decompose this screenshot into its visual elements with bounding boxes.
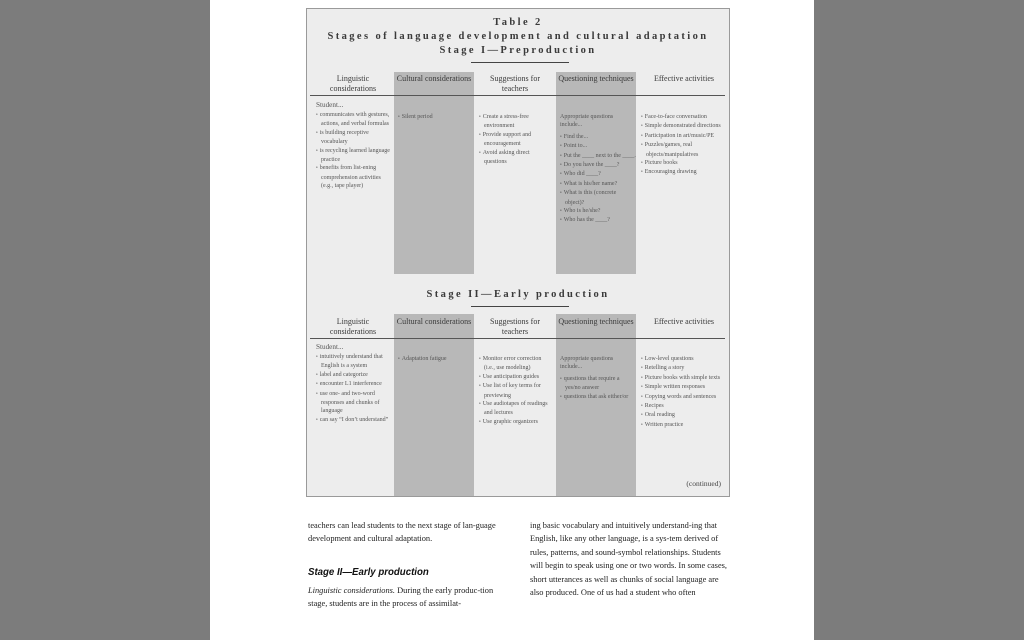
stage2-cultural bbox=[398, 355, 472, 364]
list-item: • Retelling a story bbox=[641, 364, 725, 373]
list-item: • Use audiotapes of readings and lectures bbox=[479, 400, 553, 418]
list-item: • What is this (concrete object)? bbox=[560, 189, 636, 207]
list-item: • can say “I don’t understand” bbox=[316, 416, 394, 425]
student-lead: Student... bbox=[316, 101, 344, 109]
questions-lead: Appropriate questions include... bbox=[560, 356, 614, 371]
list-item: • intuitively understand that English is a system bbox=[316, 353, 394, 371]
shade-cultural-stage2 bbox=[394, 314, 474, 497]
document-page bbox=[210, 0, 814, 640]
list-item: • Silent period bbox=[398, 113, 472, 122]
list-item: • Face-to-face conversation bbox=[641, 113, 725, 122]
list-item: • Puzzles/games, real objects/manipulatives bbox=[641, 141, 725, 159]
list-item: • Point to... bbox=[560, 142, 636, 151]
list-item: • Oral reading bbox=[641, 411, 725, 420]
stage1-questioning bbox=[560, 113, 636, 226]
stage1-suggestions bbox=[479, 113, 553, 166]
list-item: • Use graphic organizers bbox=[479, 418, 553, 427]
stage2-linguistic bbox=[316, 343, 394, 425]
header-cultural-1: Cultural considerations bbox=[396, 74, 472, 83]
list-item: • benefits from list-ening comprehension activities (e.g., tape player) bbox=[316, 164, 394, 190]
list-item: • Participation in art/music/PE bbox=[641, 132, 725, 141]
list-item: • Who is he/she? bbox=[560, 207, 636, 216]
questions-lead: Appropriate questions include... bbox=[560, 114, 614, 129]
list-item: • Monitor error correction (i.e., use modeling) bbox=[479, 355, 553, 373]
list-item: • Use anticipation guides bbox=[479, 373, 553, 382]
header-activities-1: Effective activities bbox=[653, 74, 715, 83]
header-suggestions-1: Suggestions for teachers bbox=[490, 74, 540, 93]
shade-cultural-stage1 bbox=[394, 72, 474, 274]
list-item: • Low-level questions bbox=[641, 355, 725, 364]
header-linguistic-1: Linguistic considerations bbox=[329, 74, 377, 93]
left-paragraph-2 bbox=[308, 584, 510, 611]
stage2-title: Stage II—Early production bbox=[426, 289, 610, 300]
header-linguistic-2: Linguistic considerations bbox=[329, 317, 377, 336]
list-item: • Who did ____? bbox=[560, 170, 636, 179]
table-2 bbox=[306, 8, 730, 497]
list-item: • Picture books bbox=[641, 159, 725, 168]
list-item: • use one- and two-word responses and chunks of language bbox=[316, 390, 394, 416]
list-item: • Use list of key terms for previewing bbox=[479, 382, 553, 400]
paragraph-text: During the early produc-tion stage, students are in the process of assimilat- bbox=[308, 586, 494, 609]
shade-questioning-stage2 bbox=[556, 314, 636, 497]
list-item: • Picture books with simple texts bbox=[641, 374, 725, 383]
list-item: • Recipes bbox=[641, 402, 725, 411]
stage1-rule bbox=[471, 62, 569, 63]
table-label: Table 2 bbox=[493, 17, 543, 28]
list-item: • Encouraging drawing bbox=[641, 168, 725, 177]
header-activities-2: Effective activities bbox=[653, 317, 715, 326]
stage2-questioning bbox=[560, 355, 636, 402]
list-item: • Who has the ____? bbox=[560, 216, 636, 225]
italic-lead: Linguistic considerations. bbox=[308, 586, 396, 595]
right-paragraph: ing basic vocabulary and intuitively understand-ing that English, like any other language, is a sys-tem derived of rules, patterns, and sound-symbol relationships. Students will begin to speak using one or two words. In some cases, short utterances as well as chunks of social language are also produced. One of us had a student who often bbox=[530, 521, 728, 598]
stage1-title: Stage I—Preproduction bbox=[439, 45, 597, 56]
list-item: • Find the... bbox=[560, 133, 636, 142]
list-item: • is recycling learned language practice bbox=[316, 147, 394, 165]
stage1-cultural bbox=[398, 113, 472, 122]
list-item: • is building receptive vocabulary bbox=[316, 129, 394, 147]
list-item: • Avoid asking direct questions bbox=[479, 149, 553, 167]
table-title: Stages of language development and cultural adaptation bbox=[327, 31, 709, 42]
list-item: • Written practice bbox=[641, 421, 725, 430]
section-heading: Stage II—Early production bbox=[308, 566, 429, 578]
list-item: • What is his/her name? bbox=[560, 180, 636, 189]
list-item: • Simple demonstrated directions bbox=[641, 122, 725, 131]
list-item: • Simple written responses bbox=[641, 383, 725, 392]
header-questioning-2: Questioning techniques bbox=[558, 317, 634, 326]
list-item: • communicates with gestures, actions, and verbal formulas bbox=[316, 111, 394, 129]
stage1-linguistic bbox=[316, 101, 394, 191]
list-item: • questions that require a yes/no answer bbox=[560, 375, 636, 393]
list-item: • label and categorize bbox=[316, 371, 394, 380]
list-item: • Provide support and encouragement bbox=[479, 131, 553, 149]
list-item: • Create a stress-free environment bbox=[479, 113, 553, 131]
list-item: • Copying words and sentences bbox=[641, 393, 725, 402]
header-rule-2 bbox=[310, 338, 725, 339]
stage2-activities bbox=[641, 355, 725, 430]
list-item: • encounter L1 interference bbox=[316, 380, 394, 389]
left-paragraph: teachers can lead students to the next stage of lan-guage development and cultural adaptation. bbox=[308, 521, 496, 544]
list-item: • questions that ask either/or bbox=[560, 393, 636, 402]
continued-label: (continued) bbox=[686, 479, 721, 488]
list-item: • Adaptation fatigue bbox=[398, 355, 472, 364]
list-item: • Put the ____ next to the ____. bbox=[560, 152, 636, 161]
list-item: • Do you have the ____? bbox=[560, 161, 636, 170]
header-cultural-2: Cultural considerations bbox=[396, 317, 472, 326]
header-rule-1 bbox=[310, 95, 725, 96]
stage2-suggestions bbox=[479, 355, 553, 427]
student-lead: Student... bbox=[316, 343, 344, 351]
header-suggestions-2: Suggestions for teachers bbox=[490, 317, 540, 336]
header-questioning-1: Questioning techniques bbox=[558, 74, 634, 83]
stage2-rule bbox=[471, 306, 569, 307]
stage1-activities bbox=[641, 113, 725, 178]
